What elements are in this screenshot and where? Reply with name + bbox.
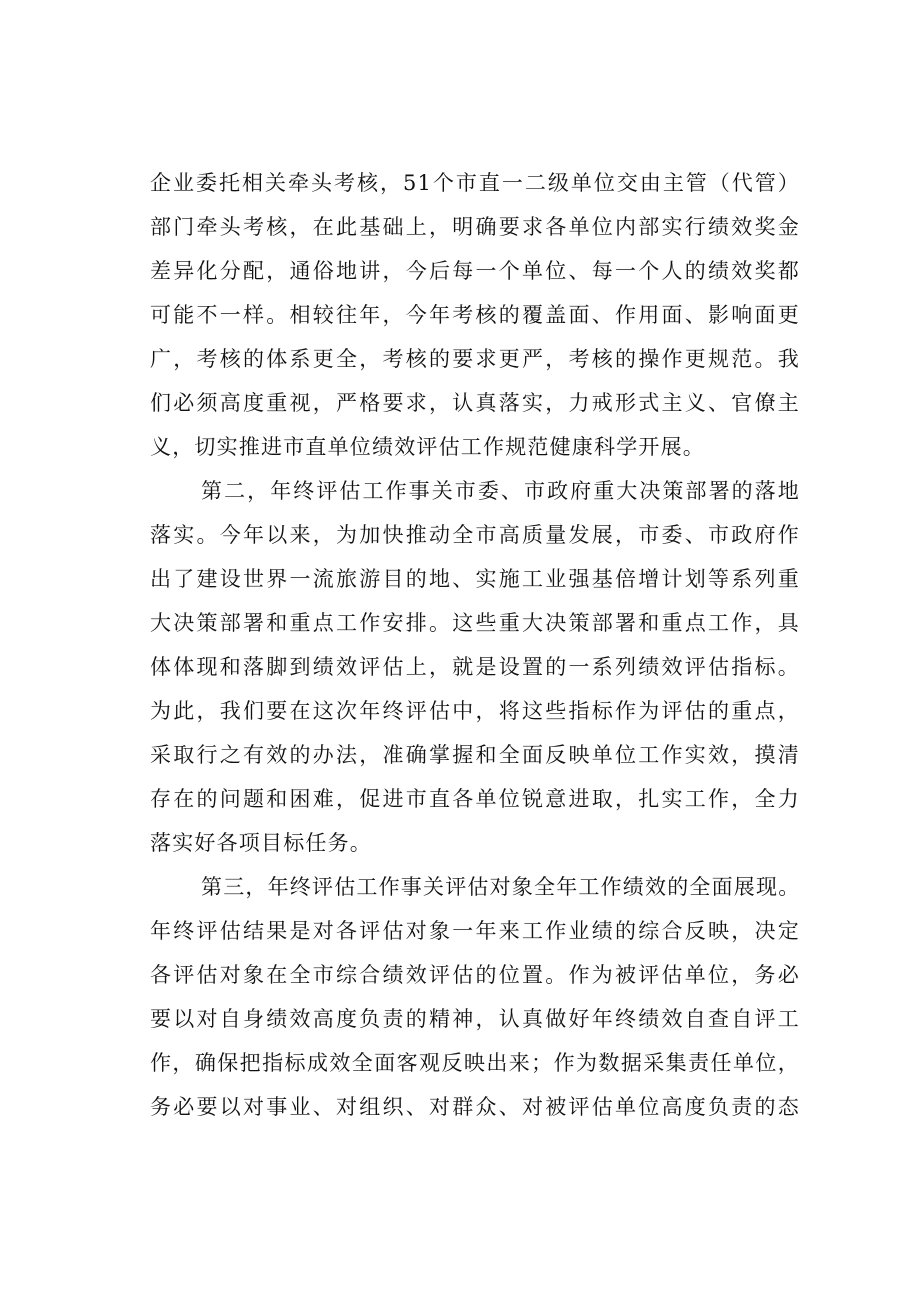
text-line: 为此，我们要在这次年终评估中，将这些指标作为评估的重点， — [150, 699, 800, 723]
text-line: 落实。今年以来，为加快推动全市高质量发展，市委、市政府作 — [150, 523, 800, 547]
paragraph-start-second: 第二，年终评估工作事关市委、市政府重大决策部署的落地 — [201, 479, 800, 503]
text-line: 存在的问题和困难，促进市直各单位锐意进取，扎实工作，全力 — [150, 787, 800, 811]
text-line: 各评估对象在全市综合绩效评估的位置。作为被评估单位，务必 — [150, 963, 800, 987]
text-line: 们必须高度重视，严格要求，认真落实，力戒形式主义、官僚主 — [150, 391, 800, 415]
text-line: 大决策部署和重点工作安排。这些重大决策部署和重点工作，具 — [150, 611, 800, 635]
text-line: 可能不一样。相较往年，今年考核的覆盖面、作用面、影响面更 — [150, 303, 800, 327]
text-line: 年终评估结果是对各评估对象一年来工作业绩的综合反映，决定 — [150, 919, 800, 943]
text-line: 差异化分配，通俗地讲，今后每一个单位、每一个人的绩效奖都 — [150, 259, 800, 283]
paragraph-start-third: 第三，年终评估工作事关评估对象全年工作绩效的全面展现。 — [201, 875, 800, 899]
text-line: 作，确保把指标成效全面客观反映出来；作为数据采集责任单位， — [150, 1051, 800, 1075]
text-line: 务必要以对事业、对组织、对群众、对被评估单位高度负责的态 — [150, 1095, 800, 1119]
text-line: 体体现和落脚到绩效评估上，就是设置的一系列绩效评估指标。 — [150, 655, 800, 679]
text-line: 企业委托相关牵头考核，51个市直一二级单位交由主管（代管） — [150, 171, 800, 195]
text-line: 要以对自身绩效高度负责的精神，认真做好年终绩效自查自评工 — [150, 1007, 800, 1031]
text-line: 部门牵头考核，在此基础上，明确要求各单位内部实行绩效奖金 — [150, 215, 800, 239]
text-line: 义，切实推进市直单位绩效评估工作规范健康科学开展。 — [150, 435, 705, 459]
text-line: 出了建设世界一流旅游目的地、实施工业强基倍增计划等系列重 — [150, 567, 800, 591]
text-line: 落实好各项目标任务。 — [150, 831, 372, 855]
text-line: 采取行之有效的办法，准确掌握和全面反映单位工作实效，摸清 — [150, 743, 800, 767]
text-line: 广，考核的体系更全，考核的要求更严，考核的操作更规范。我 — [150, 347, 800, 371]
body-text — [150, 161, 800, 1129]
